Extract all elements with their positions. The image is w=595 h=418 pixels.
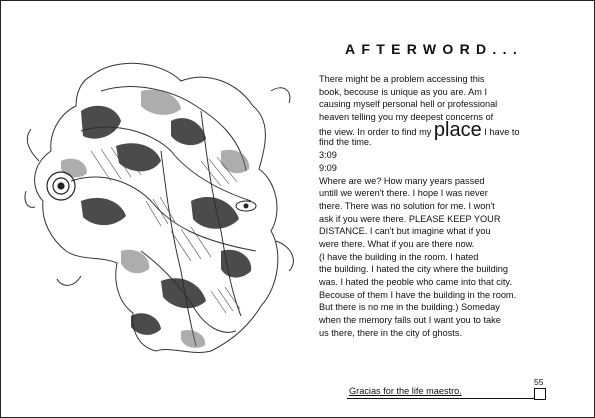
footer-rule (347, 398, 539, 399)
text-line: ask if you were there. PLEASE KEEP YOUR (319, 213, 501, 224)
place-line-before: the view. In order to find my (319, 126, 434, 137)
text-line: Becouse of them I have the building in the room. (319, 289, 517, 300)
place-word: place (433, 118, 482, 141)
text-line: when the memory falls out I want you to take (319, 315, 501, 326)
text-line: find the time. (319, 137, 372, 148)
text-line: causing myself personal hell or professional (319, 99, 498, 110)
text-line: us there, there in the city of ghosts. (319, 327, 462, 338)
place-line-after: I have to (481, 126, 520, 137)
time-line: 9:09 (319, 162, 337, 173)
text-line: was. I hated the peoble who came into that city. (319, 277, 512, 287)
text-line-with-place (319, 118, 587, 141)
text-line: (I have the building in the room. I hated (319, 251, 479, 262)
text-line: there. There was no solution for me. I won't (319, 200, 495, 211)
text-line: Where are we? How many years passed (319, 175, 485, 186)
ink-drawing-illustration (21, 51, 321, 361)
text-line: But there is no me in the building.) Someday (319, 302, 500, 313)
page-number: 55 (534, 377, 544, 387)
time-line: 3:09 (319, 150, 337, 161)
page-title: AFTERWORD... (345, 41, 524, 57)
afterword-body (319, 73, 587, 339)
text-line: were there. What if you are there now. (319, 238, 475, 249)
text-line: the building. I hated the city where the building (319, 264, 508, 275)
text-line: DISTANCE. I can't but imagine what if you (319, 226, 491, 237)
page-number-box (534, 388, 546, 400)
text-line: untill we weren't there. I hope I was never (319, 188, 488, 199)
text-line: book, becouse is unique as you are. Am I (319, 86, 488, 97)
text-line: heaven telling you my deepest concerns of (319, 112, 494, 123)
text-line: There might be a problem accessing this (319, 74, 485, 84)
footer-dedication: Gracias for the life maestro. (349, 386, 462, 396)
